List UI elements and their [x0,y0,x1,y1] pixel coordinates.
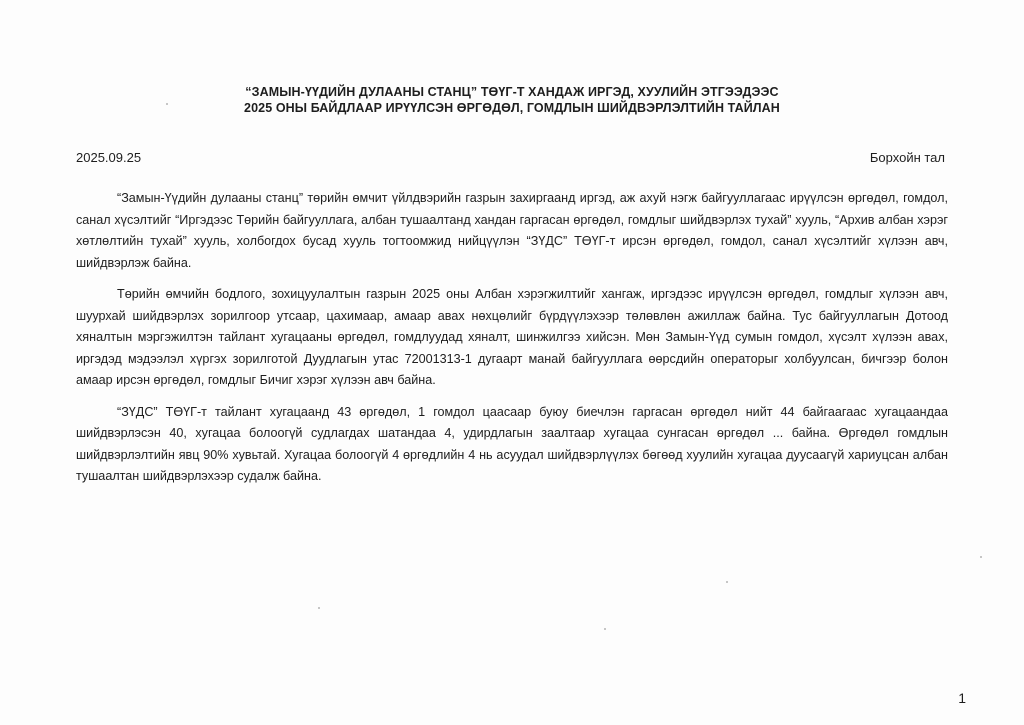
paragraph-2: Төрийн өмчийн бодлого, зохицуулалтын газрын 2025 оны Албан хэрэгжилтийг хангаж, иргэдээс ирүүлсэн өргөдөл, гомдлыг хүлээн авч, шуурхай шийдвэрлэх зорилгоор утсаар, цахимаар, амаар авах нөхцөлийг бүрдүүлэхээр төлөвлөн ажиллаж байна. Тус байгууллагын Дотоод хяналтын мэргэжилтэн тайлант хугацааны өргөдөл, гомдлуудад хяналт, шинжилгээ хийсэн. Мөн Замын-Үүд сумын гомдол, хүсэлт хүлээн авах, иргэдэд мэдээлэл хүргэх зорилготой Дуудлагын утас 72001313-1 дугаарт манай байгууллага өөрсдийн операторыг холбуулсан, бичгээр болон амаар ирсэн өргөдөл, гомдлыг Бичиг хэрэг хүлээн авч байна. [76,287,948,387]
document-title [0,84,1024,116]
document-body [76,188,948,498]
document-place: Борхойн тал [869,150,945,165]
title-line-2: 2025 ОНЫ БАЙДЛААР ИРҮҮЛСЭН ӨРГӨДӨЛ, ГОМДЛЫН ШИЙДВЭРЛЭЛТИЙН ТАЙЛАН [244,101,780,115]
document-date: 2025.09.25 [76,150,142,165]
scan-speck [726,581,728,583]
page-number: 1 [958,690,966,706]
scan-speck [604,628,606,630]
paragraph-3: “ЗҮДС” ТӨҮГ-т тайлант хугацаанд 43 өргөдөл, 1 гомдол цаасаар буюу биечлэн гаргасан өргөдөл нийт 44 байгаагаас хугацаандаа шийдвэрлэсэн 40, хугацаа болоогүй судлагдах шатандаа 4, удирдлагын заалтаар хугацаа сунгасан өргөдөл ... байна. Өргөдөл гомдлын шийдвэрлэлтийн явц 90% хувьтай. Хугацаа болоогүй 4 өргөдлийн 4 нь асуудал шийдвэрлүүлэх бөгөөд хуулийн хугацаа дуусаагүй хариуцсан албан тушаалтан шийдвэрлэхээр судалж байна. [76,404,948,483]
scan-speck [980,556,982,558]
paragraph-1: “Замын-Үүдийн дулааны станц” төрийн өмчит үйлдвэрийн газрын захиргаанд иргэд, аж ахуй нэгж байгууллагаас ирүүлсэн өргөдөл, гомдол, санал хүсэлтийг “Иргэдээс Төрийн байгууллага, албан тушаалтанд хандан гаргасан өргөдөл, гомдлыг шийдвэрлэх тухай” хууль, “Архив албан хэрэг хөтлөлтийн тухай” хууль, холбогдох бусад хууль тогтоомжид нийцүүлэн “ЗҮДС” ТӨҮГ-т ирсэн өргөдөл, гомдол, санал хүсэлтийг хүлээн авч, шийдвэрлэж байна. [76,191,948,270]
scan-speck [318,607,320,609]
scan-speck [166,103,168,105]
title-line-1: “ЗАМЫН-ҮҮДИЙН ДУЛААНЫ СТАНЦ” ТӨҮГ-Т ХАНДАЖ ИРГЭД, ХУУЛИЙН ЭТГЭЭДЭЭС [245,85,779,99]
